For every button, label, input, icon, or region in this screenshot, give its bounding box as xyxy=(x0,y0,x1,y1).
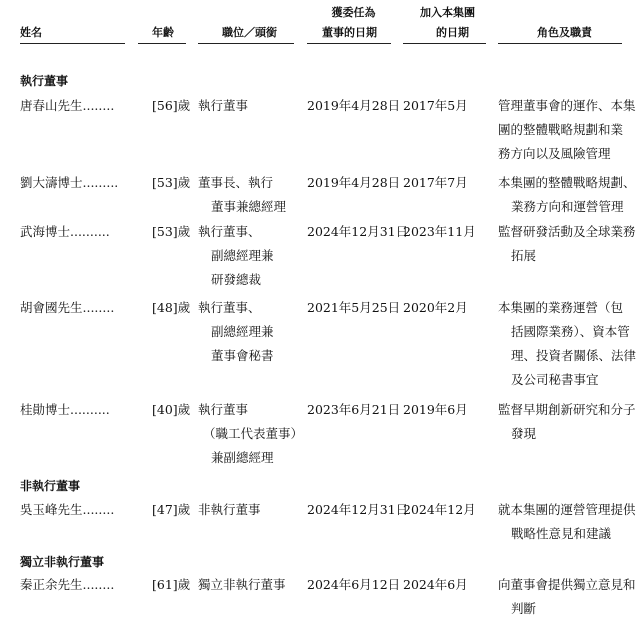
role-line: 本集團的整體戰略規劃、 xyxy=(498,175,636,190)
director-age: [53]歲 xyxy=(152,175,191,190)
joined-date: 2019年6月 xyxy=(403,402,468,417)
joined-date: 2024年6月 xyxy=(403,577,468,592)
director-name: 唐春山先生........ xyxy=(20,98,115,113)
role-description xyxy=(498,498,636,546)
director-age: [53]歲 xyxy=(152,224,191,239)
position-line: 執行董事、 xyxy=(198,300,261,315)
director-age: [61]歲 xyxy=(152,577,191,592)
joined-date: 2017年5月 xyxy=(403,98,468,113)
position-line: 研發總裁 xyxy=(211,272,262,287)
role-line: 拓展 xyxy=(511,248,537,263)
header-role: 角色及職責 xyxy=(537,26,592,39)
header-appointed-line1: 獲委任為 xyxy=(331,6,376,19)
position-line: （職工代表董事） xyxy=(203,426,304,441)
role-description xyxy=(498,398,636,446)
joined-date: 2024年12月 xyxy=(403,502,476,517)
joined-date: 2023年11月 xyxy=(403,224,476,239)
position-line: 執行董事 xyxy=(198,402,249,417)
appointed-date: 2019年4月28日 xyxy=(307,98,401,113)
header-joined-line2: 的日期 xyxy=(436,26,469,39)
header-rule-position xyxy=(198,43,294,44)
position-line: 獨立非執行董事 xyxy=(198,577,286,592)
position-line: 執行董事、 xyxy=(198,224,261,239)
role-line: 及公司秘書事宜 xyxy=(511,372,599,387)
section-title: 非執行董事 xyxy=(20,479,81,493)
header-appointed xyxy=(322,3,377,43)
director-name: 胡會國先生........ xyxy=(20,300,115,315)
director-position xyxy=(198,398,303,470)
role-description xyxy=(498,573,636,621)
joined-date: 2020年2月 xyxy=(403,300,468,315)
appointed-date: 2021年5月25日 xyxy=(307,300,401,315)
role-line: 判斷 xyxy=(511,601,537,616)
director-name: 秦正余先生........ xyxy=(20,577,115,592)
position-line: 董事會秘書 xyxy=(211,348,274,363)
role-description xyxy=(498,296,636,392)
role-line: 戰略性意見和建議 xyxy=(511,526,612,541)
header-position: 職位／頭銜 xyxy=(222,26,277,39)
role-line: 向董事會提供獨立意見和 xyxy=(498,577,636,592)
director-position xyxy=(198,94,248,118)
position-line: 副總經理兼 xyxy=(211,248,274,263)
director-age: [48]歲 xyxy=(152,300,191,315)
position-line: 執行董事 xyxy=(198,98,249,113)
appointed-date: 2024年6月12日 xyxy=(307,577,401,592)
position-line: 董事兼總經理 xyxy=(211,199,287,214)
role-line: 本集團的業務運營（包 xyxy=(498,300,624,315)
director-name: 武海博士.......... xyxy=(20,224,110,239)
director-position xyxy=(198,220,274,292)
role-line: 括國際業務）、資本管 xyxy=(511,324,630,339)
header-rule-joined xyxy=(403,43,486,44)
appointed-date: 2024年12月31日 xyxy=(307,502,409,517)
role-description xyxy=(498,94,636,166)
position-line: 董事長、執行 xyxy=(198,175,274,190)
position-line: 非執行董事 xyxy=(198,502,261,517)
role-line: 發現 xyxy=(511,426,537,441)
role-line: 管理董事會的運作、本集 xyxy=(498,98,636,113)
director-age: [40]歲 xyxy=(152,402,191,417)
header-age: 年齡 xyxy=(152,26,174,39)
role-line: 團的整體戰略規劃和業 xyxy=(498,122,624,137)
position-line: 兼副總經理 xyxy=(211,450,274,465)
appointed-date: 2024年12月31日 xyxy=(307,224,409,239)
header-name: 姓名 xyxy=(20,26,42,39)
header-rule-appointed xyxy=(307,43,391,44)
header-joined xyxy=(420,3,475,43)
role-description xyxy=(498,220,636,268)
role-line: 業務方向和運營管理 xyxy=(511,199,624,214)
role-line: 監督早期創新研究和分子 xyxy=(498,402,636,417)
role-line: 監督研發活動及全球業務 xyxy=(498,224,636,239)
header-rule-age xyxy=(138,43,186,44)
role-line: 理、投資者關係、法律 xyxy=(511,348,637,363)
role-description xyxy=(498,171,636,219)
director-age: [47]歲 xyxy=(152,502,191,517)
director-position xyxy=(198,498,261,522)
header-rule-name xyxy=(20,43,125,44)
section-title: 獨立非執行董事 xyxy=(20,555,105,569)
header-appointed-line2: 董事的日期 xyxy=(322,26,377,39)
joined-date: 2017年7月 xyxy=(403,175,468,190)
director-name: 吳玉峰先生........ xyxy=(20,502,115,517)
director-age: [56]歲 xyxy=(152,98,191,113)
appointed-date: 2019年4月28日 xyxy=(307,175,401,190)
header-rule-role xyxy=(498,43,622,44)
director-position xyxy=(198,171,286,219)
role-line: 務方向以及風險管理 xyxy=(498,146,611,161)
director-name: 劉大濤博士......... xyxy=(20,175,119,190)
director-position xyxy=(198,296,274,368)
appointed-date: 2023年6月21日 xyxy=(307,402,401,417)
position-line: 副總經理兼 xyxy=(211,324,274,339)
director-position xyxy=(198,573,286,597)
section-title: 執行董事 xyxy=(20,74,69,88)
header-joined-line1: 加入本集團 xyxy=(420,6,475,19)
role-line: 就本集團的運營管理提供 xyxy=(498,502,636,517)
director-name: 桂勛博士.......... xyxy=(20,402,110,417)
